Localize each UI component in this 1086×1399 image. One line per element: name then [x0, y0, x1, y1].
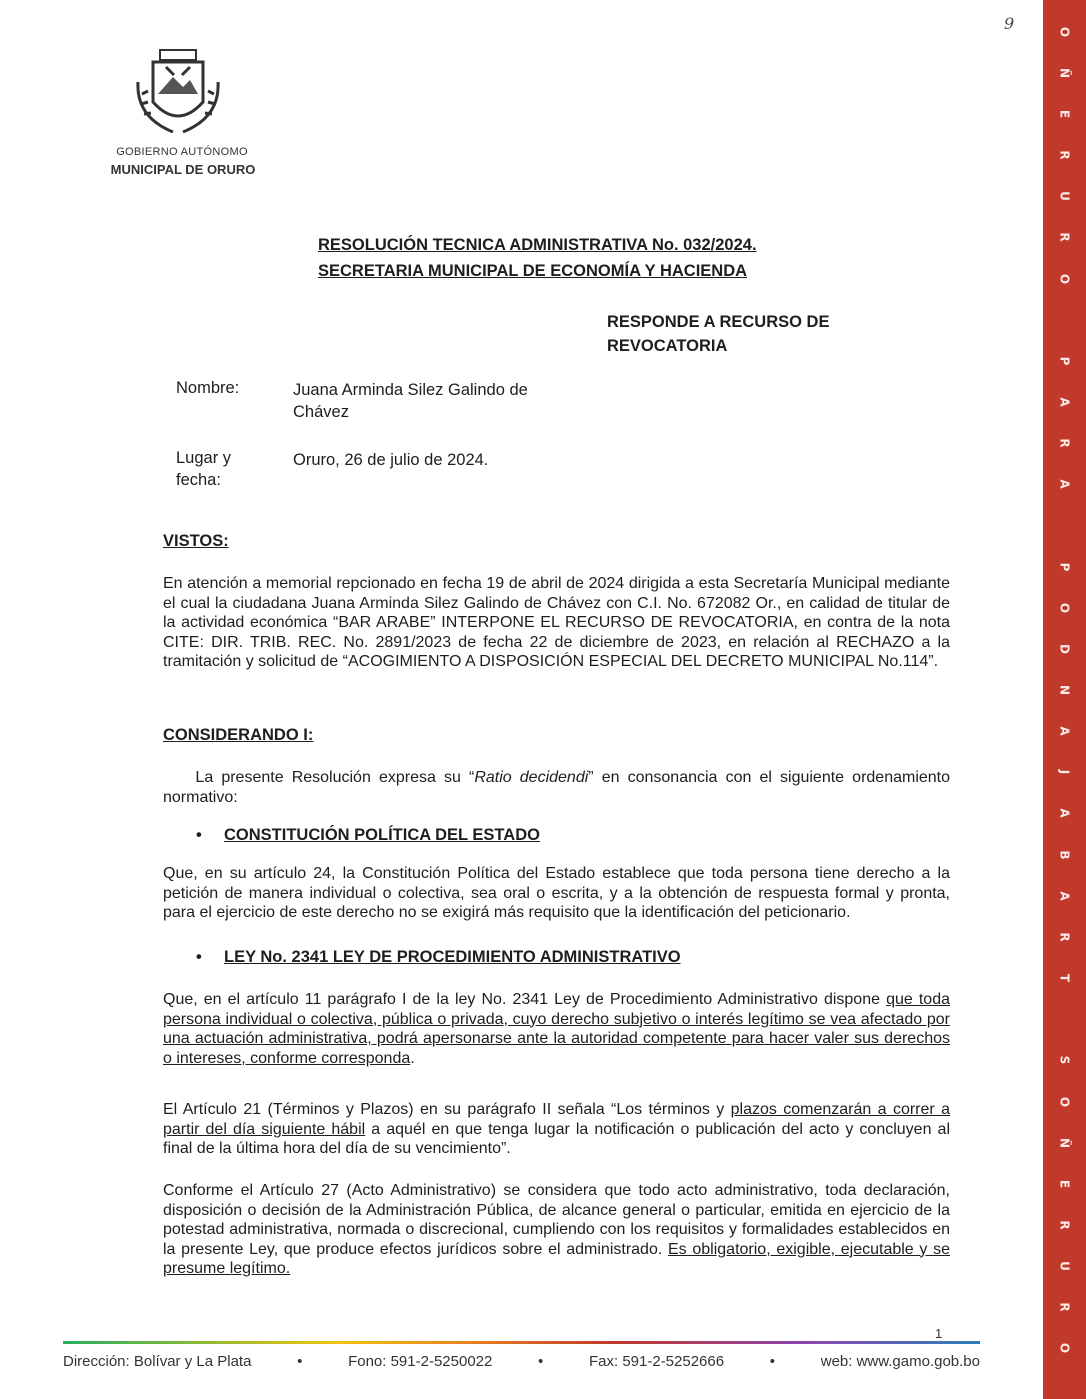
article-11-underlined: que toda persona individual o colectiva, pública o privada, cuyo derecho subjetivo o interés legítimo se vea afectado por una actuación administrativa, podrá apersonarse ante la autoridad competente para hacer valer sus derechos o intereses, conforme corresponda	[163, 991, 950, 1067]
name-value	[293, 379, 573, 423]
article-27-part-a: Conforme el Artículo 27 (Acto Administrativo) se considera que todo acto administrativo, toda declaración, disposición o decisión de la Administración Pública, de alcance general o particular, emitida en ejercicio de la potestad administrativa, normada o discrecional, cumpliendo con los requisitos y formalidades establecidos en la presente Ley, que produce efectos jurídicos sobre el administrado.	[163, 1182, 950, 1258]
article-21-part-a: El Artículo 21 (Términos y Plazos) en su parágrafo II señala “Los términos y	[163, 1101, 731, 1118]
side-letter: U	[1057, 191, 1072, 202]
bullet-law-2341: • LEY No. 2341 LEY DE PROCEDIMIENTO ADMINISTRATIVO	[196, 948, 681, 966]
footer-page-number: 1	[935, 1326, 943, 1341]
side-letter: A	[1057, 891, 1072, 901]
side-letter: A	[1057, 397, 1072, 407]
side-letter: R	[1057, 1302, 1072, 1312]
name-value-line2: Chávez	[293, 403, 349, 421]
article-11-part-a: Que, en el artículo 11 parágrafo I de la ley No. 2341 Ley de Procedimiento Administrativo dispone	[163, 991, 887, 1008]
side-letter: B	[1057, 850, 1072, 860]
subject-line1: RESPONDE A RECURSO DE	[607, 313, 830, 331]
side-letter: D	[1057, 643, 1072, 654]
constitution-paragraph: Que, en su artículo 24, la Constitución Política del Estado establece que toda persona tiene derecho a la petición de manera individual o colectiva, sea oral o escrita, y a la obtención de respuesta formal y pronta, para el ejercicio de este derecho no se exigirá más requisito que la identificación del peticionario.	[163, 865, 950, 921]
municipal-coat-of-arms-logo	[128, 42, 228, 142]
footer-separator: •	[538, 1353, 544, 1370]
side-letter: R	[1057, 150, 1072, 160]
footer-color-line	[63, 1341, 980, 1344]
side-letter: P	[1057, 562, 1072, 571]
intro-part-a: La presente Resolución expresa su “	[195, 769, 475, 786]
side-stripe	[1043, 0, 1086, 1399]
vistos-heading: VISTOS:	[163, 532, 229, 550]
side-letter: Ñ	[1057, 1137, 1072, 1148]
side-letter: P	[1057, 356, 1072, 366]
side-letter: O	[1057, 273, 1072, 284]
footer	[63, 1353, 980, 1370]
name-label: Nombre:	[176, 379, 240, 397]
footer-separator: •	[297, 1353, 303, 1370]
article-21-underlined: plazos comenzarán a correr a partir del día siguiente hábil	[163, 1101, 950, 1138]
article-11-part-b: .	[410, 1049, 415, 1067]
considerando-heading: CONSIDERANDO I:	[163, 726, 314, 744]
name-value-line1: Juana Arminda Silez Galindo de	[293, 381, 528, 399]
side-letter: J	[1057, 770, 1072, 775]
article-27-paragraph	[163, 1181, 950, 1279]
article-11-paragraph	[163, 990, 950, 1068]
gov-name-line1: GOBIERNO AUTÓNOMO	[116, 146, 248, 158]
footer-fax: Fax: 591-2-5252666	[588, 1353, 725, 1370]
bullet-constitution: • CONSTITUCIÓN POLÍTICA DEL ESTADO	[196, 826, 540, 844]
side-letter: N	[1057, 685, 1072, 696]
place-label-line1: Lugar y	[176, 449, 232, 467]
intro-part-b: ” en consonancia con el siguiente ordenamiento normativo:	[163, 769, 951, 806]
title-line2: SECRETARIA MUNICIPAL DE ECONOMÍA Y HACIENDA	[318, 262, 748, 280]
handwritten-page-number: 9	[1004, 14, 1015, 33]
side-letter: Ñ	[1057, 67, 1072, 78]
side-letter: O	[1057, 602, 1072, 613]
article-21-paragraph	[163, 1100, 950, 1159]
side-letter: O	[1057, 1343, 1072, 1354]
subject	[607, 310, 867, 358]
footer-separator: •	[769, 1353, 776, 1370]
side-letter: R	[1057, 1220, 1072, 1230]
place-date-value: Oruro, 26 de julio de 2024.	[293, 451, 489, 469]
side-letter: A	[1057, 726, 1072, 736]
side-letter: A	[1057, 479, 1072, 489]
side-letter: E	[1057, 1179, 1072, 1188]
side-letter: T	[1057, 973, 1072, 983]
gov-name-line2: MUNICIPAL DE ORURO	[110, 162, 256, 177]
place-label-line2: fecha:	[176, 471, 221, 489]
place-date-label	[176, 447, 231, 491]
considerando-intro	[163, 768, 950, 807]
subject-line2: REVOCATORIA	[607, 337, 728, 355]
bullet-constitution-text: CONSTITUCIÓN POLÍTICA DEL ESTADO	[224, 826, 540, 844]
side-letter: U	[1057, 1261, 1072, 1271]
side-letter: E	[1057, 109, 1072, 119]
footer-web: web: www.gamo.gob.bo	[820, 1353, 980, 1370]
intro-italic: Ratio decidendi	[474, 769, 589, 786]
side-letter: R	[1057, 932, 1072, 942]
side-letter: R	[1057, 232, 1072, 243]
side-letter: R	[1057, 438, 1072, 448]
footer-phone: Fono: 591-2-5250022	[348, 1353, 493, 1370]
article-27-underlined: Es obligatorio, exigible, ejecutable y se presume legítimo.	[163, 1240, 951, 1277]
side-letter: A	[1057, 808, 1072, 819]
vistos-paragraph: En atención a memorial repcionado en fecha 19 de abril de 2024 dirigida a esta Secretaría Municipal mediante el cual la ciudadana Juana Arminda Silez Galindo de Chávez con C.I. No. 672082 Or., en calidad de titular de la actividad económica “BAR ARABE” INTERPONE EL RECURSO DE REVOCATORIA, en contra de la nota CITE: DIR. TRIB. REC. No. 2891/2023 de fecha 22 de diciembre de 2023, en relación al RECHAZO a la tramitación y solicitud de “ACOGIMIENTO A DISPOSICIÓN ESPECIAL DEL DECRETO MUNICIPAL No.114”.	[163, 575, 950, 670]
side-letter: S	[1057, 1056, 1072, 1065]
side-letter: O	[1057, 26, 1072, 37]
side-letter: O	[1057, 1096, 1072, 1107]
bullet-law-2341-text: LEY No. 2341 LEY DE PROCEDIMIENTO ADMINISTRATIVO	[224, 948, 681, 966]
title-line1: RESOLUCIÓN TECNICA ADMINISTRATIVA No. 032/2024.	[318, 236, 757, 254]
footer-address: Dirección: Bolívar y La Plata	[63, 1353, 252, 1370]
article-21-part-b: a aquél en que tenga lugar la notificación o publicación del acto y concluyen al final de la última hora del día de su vencimiento”.	[163, 1120, 950, 1157]
